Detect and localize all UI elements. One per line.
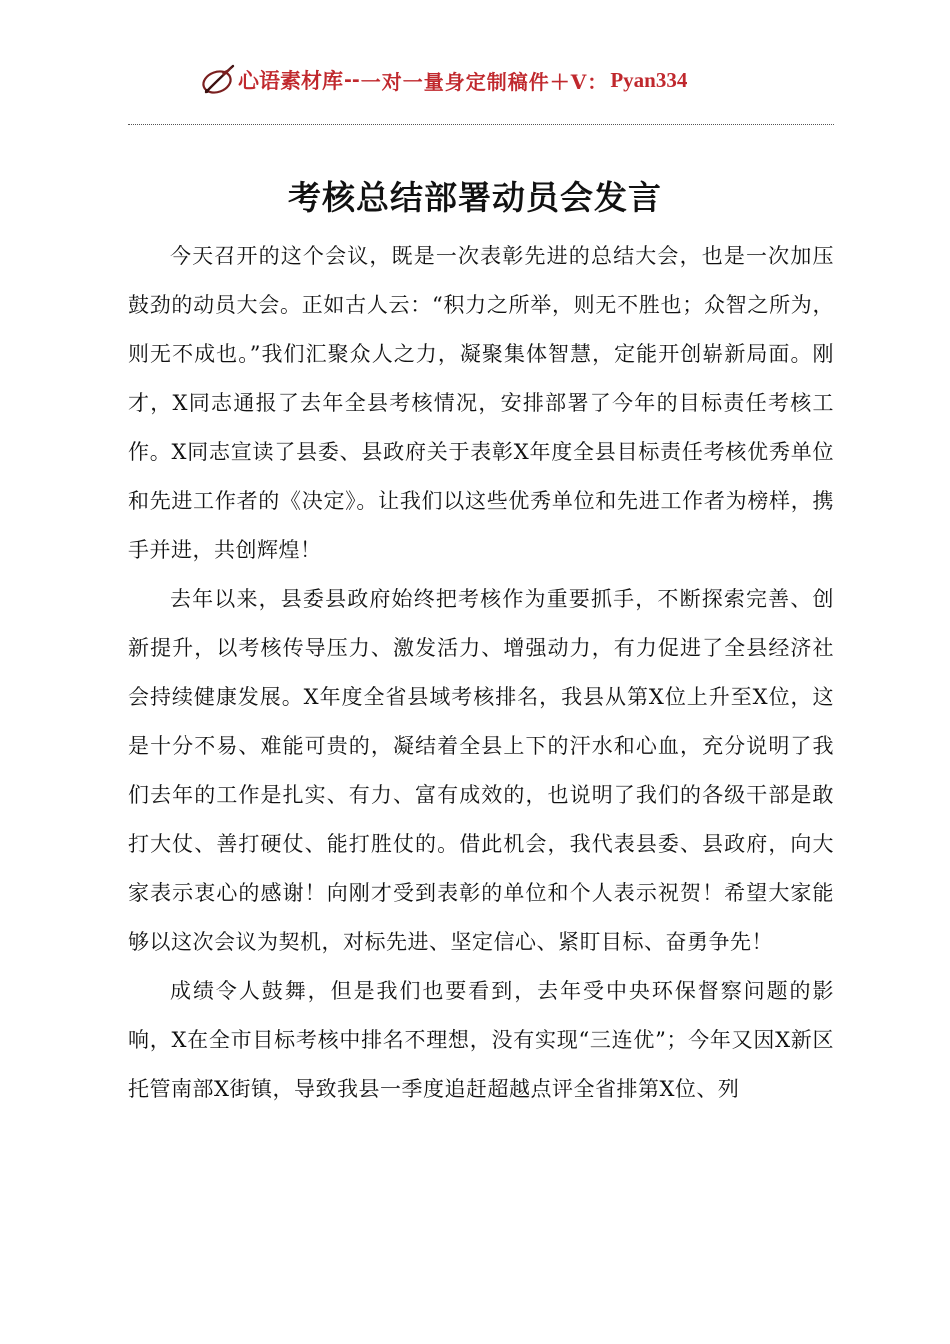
contact-id: Pyan334 [610,67,688,92]
header-divider [128,124,834,125]
document-title: 考核总结部署动员会发言 [288,178,662,217]
document-body [128,232,834,1114]
body-paragraph: 今天召开的这个会议，既是一次表彰先进的总结大会，也是一次加压鼓劲的动员大会。正如古人云：“积力之所举，则无不胜也；众智之所为，则无不成也。”我们汇聚众人之力，凝聚集体智慧，定能开创崭新局面。刚才，X同志通报了去年全县考核情况，安排部署了今年的目标责任考核工作。X同志宣读了县委、县政府关于表彰X年度全县目标责任考核优秀单位和先进工作者的《决定》。让我们以这些优秀单位和先进工作者为榜样，携手并进，共创辉煌！ [128,244,834,562]
header-separator: -- [344,69,360,91]
brand-name: 心语素材库 [238,68,343,93]
body-paragraph: 成绩令人鼓舞，但是我们也要看到，去年受中央环保督察问题的影响，X在全市目标考核中排名不理想，没有实现“三连优”；今年又因X新区托管南部X街镇，导致我县一季度追赶超越点评全省排第X位、列 [128,979,834,1101]
quill-pen-logo-icon [200,62,236,98]
header-tagline: 一对一量身定制稿件＋V： [360,69,609,94]
page-header [200,58,800,102]
body-paragraph: 去年以来，县委县政府始终把考核作为重要抓手，不断探索完善、创新提升，以考核传导压力、激发活力、增强动力，有力促进了全县经济社会持续健康发展。X年度全省县域考核排名，我县从第X位上升至X位，这是十分不易、难能可贵的，凝结着全县上下的汗水和心血，充分说明了我们去年的工作是扎实、有力、富有成效的，也说明了我们的各级干部是敢打大仗、善打硬仗、能打胜仗的。借此机会，我代表县委、县政府，向大家表示衷心的感谢！向刚才受到表彰的单位和个人表示祝贺！希望大家能够以这次会议为契机，对标先进、坚定信心、紧盯目标、奋勇争先！ [128,587,834,954]
